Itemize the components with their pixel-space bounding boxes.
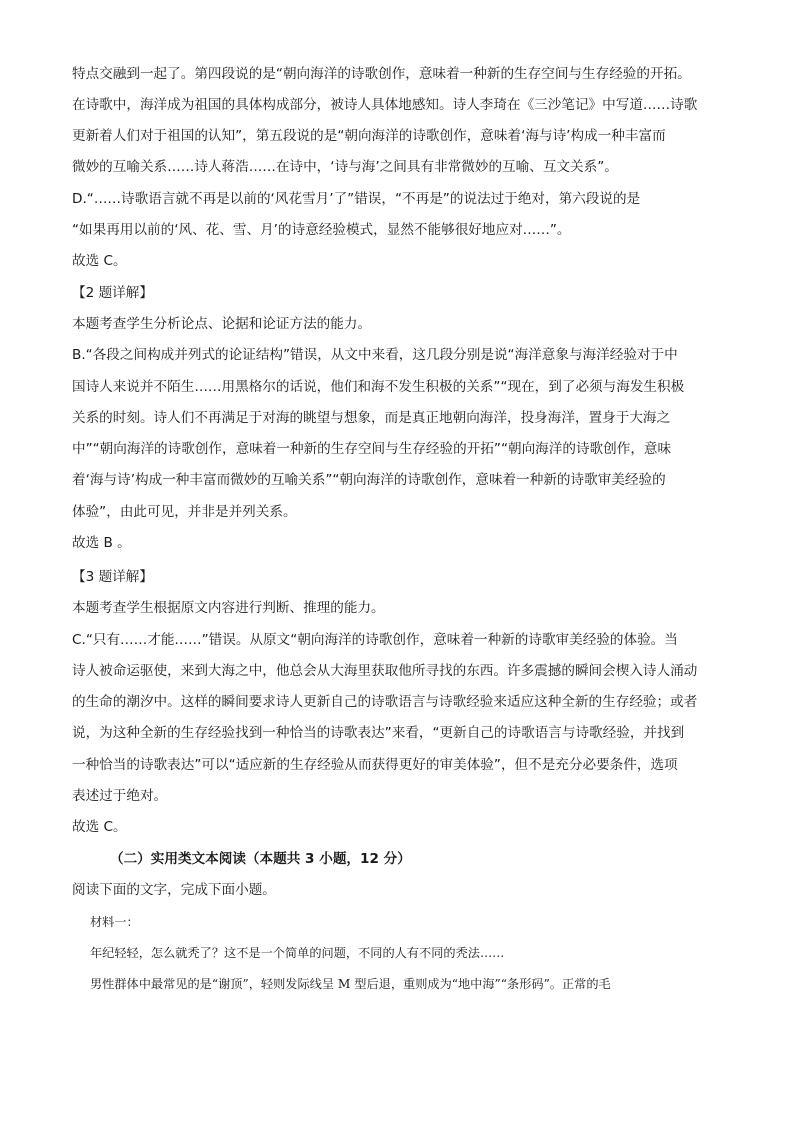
material-line: 年纪轻轻，怎么就秃了？这不是一个简单的问题，不同的人有不同的秃法…… xyxy=(90,946,505,960)
text-line: 表述过于绝对。 xyxy=(72,788,168,804)
text-line: 的生命的潮汐中。这样的瞬间要求诗人更新自己的诗歌语言与诗歌经验来适应这种全新的生存经验；或者 xyxy=(72,694,698,710)
text-line: 体验”，由此可见，并非是并列关系。 xyxy=(72,504,297,520)
material-label: 材料一： xyxy=(90,915,139,929)
text-line: 诗人被命运驱使，来到大海之中，他总会从大海里获取他所寻找的东西。许多震撼的瞬间会楔入诗人涌动 xyxy=(72,663,698,679)
material-line: 男性群体中最常见的是“谢顶”，轻则发际线呈 M 型后退，重则成为“地中海”“条形码”。正常的毛 xyxy=(90,977,611,991)
text-line: 更新着人们对于祖国的认知”，第五段说的是“朝向海洋的诗歌创作，意味着‘海与诗’构成一种丰富而 xyxy=(72,128,666,144)
text-line: 中”“朝向海洋的诗歌创作，意味着一种新的生存空间与生存经验的开拓”“朝向海洋的诗歌创作，意味 xyxy=(72,441,672,457)
text-line: 故选 B 。 xyxy=(72,535,131,551)
text-line: “如果再用以前的‘风、花、雪、月’的诗意经验模式，显然不能够很好地应对……”。 xyxy=(72,222,571,238)
text-line: 本题考查学生根据原文内容进行判断、推理的能力。 xyxy=(72,600,385,616)
text-line: C.“只有……才能……”错误。从原文“朝向海洋的诗歌创作，意味着一种新的诗歌审美经验的体验。当 xyxy=(72,632,678,648)
text-line: 故选 C。 xyxy=(72,253,127,269)
text-line: 说，为这种全新的生存经验找到一种恰当的诗歌表达”来看，“更新自己的诗歌语言与诗歌经验，并找到 xyxy=(72,725,685,741)
text-line: D.“……诗歌语言就不再是以前的‘风花雪月’了”错误，“不再是”的说法过于绝对，第六段说的是 xyxy=(72,191,641,207)
instruction-text: 阅读下面的文字，完成下面小题。 xyxy=(72,882,276,898)
section-heading: （二）实用类文本阅读（本题共 3 小题，12 分） xyxy=(110,851,411,867)
text-line: 本题考查学生分析论点、论据和论证方法的能力。 xyxy=(72,316,372,332)
text-line: 在诗歌中，海洋成为祖国的具体构成部分，被诗人具体地感知。诗人李琦在《三沙笔记》中写道……诗歌 xyxy=(72,97,698,113)
text-line: 故选 C。 xyxy=(72,819,127,835)
text-line: 着‘海与诗’构成一种丰富而微妙的互喻关系”“朝向海洋的诗歌创作，意味着一种新的诗歌审美经验的 xyxy=(72,472,666,488)
section-label: 【3 题详解】 xyxy=(72,569,153,585)
text-line: 特点交融到一起了。第四段说的是“朝向海洋的诗歌创作，意味着一种新的生存空间与生存经验的开拓。 xyxy=(72,66,691,82)
text-line: 微妙的互喻关系……诗人蒋浩……在诗中，‘诗与海’之间具有非常微妙的互喻、互文关系”。 xyxy=(72,159,618,175)
text-line: B.“各段之间构成并列式的论证结构”错误，从文中来看，这几段分别是说“海洋意象与海洋经验对于中 xyxy=(72,347,678,363)
text-line: 国诗人来说并不陌生……用黑格尔的话说，他们和海不发生积极的关系”“现在，到了必须与海发生积极 xyxy=(72,379,685,395)
text-line: 关系的时刻。诗人们不再满足于对海的眺望与想象，而是真正地朝向海洋，投身海洋，置身于大海之 xyxy=(72,410,671,426)
text-line: 一种恰当的诗歌表达”可以“适应新的生存经验从而获得更好的审美体验”，但不是充分必要条件，选项 xyxy=(72,757,678,773)
section-label: 【2 题详解】 xyxy=(72,285,153,301)
